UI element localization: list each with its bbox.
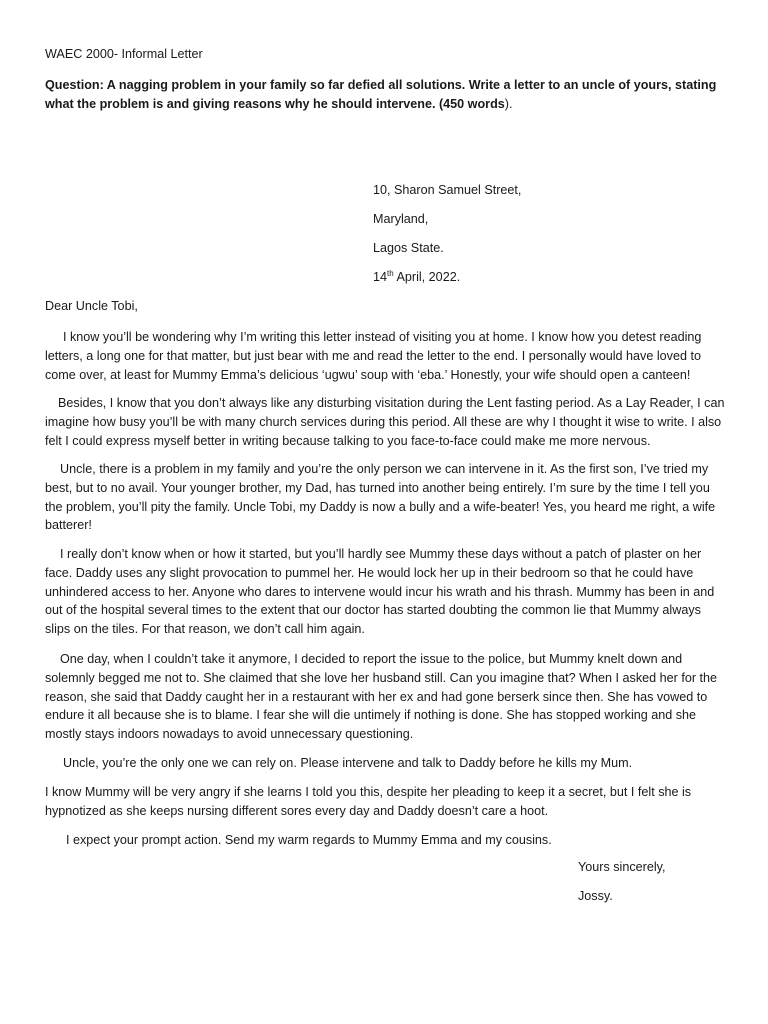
question-body: Question: A nagging problem in your family so far defied all solutions. Write a letter to an uncle of yours, stating what the problem is and giving reasons why he should intervene. (450 words [45, 78, 717, 111]
body-paragraph-3: Uncle, there is a problem in my family and you’re the only person we can intervene in it. As the first son, I’ve tried my best, but to no avail. Your younger brother, my Dad, has turned into another being entirely. I’m sure by the time I tell you the problem, you’ll pity the family. Uncle Tobi, my Daddy is now a bully and a wife-beater! Yes, you heard me right, a wife batterer! [45, 462, 716, 533]
body-paragraph-7: I know Mummy will be very angry if she learns I told you this, despite her pleading to keep it a secret, but I felt she is hypnotized as she keeps nursing different sores every day and Daddy doesn’t care a hoot. [45, 785, 692, 818]
address-line-1: 10, Sharon Samuel Street, [373, 183, 522, 197]
date-suffix: th [387, 268, 394, 278]
body-paragraph-5: One day, when I couldn’t take it anymore, I decided to report the issue to the police, but Mummy knelt down and solemnly begged me not to. She claimed that she love her husband still. Can you imagine that? When I asked her for the reason, she said that Daddy caught her in a restaurant with her ex and had gone berserk since then. She has vowed to endure it all because she is to blame. I fear she will die untimely if nothing is done. She has stopped working and she mostly stays indoors nowadays to avoid unnecessary questioning. [45, 652, 718, 742]
address-line-3: Lagos State. [373, 241, 444, 255]
signature: Jossy. [578, 889, 613, 903]
body-paragraph-6: Uncle, you’re the only one we can rely on. Please intervene and talk to Daddy before he kills my Mum. [63, 756, 633, 770]
body-paragraph-4: I really don’t know when or how it started, but you’ll hardly see Mummy these days without a patch of plaster on her face. Daddy uses any slight provocation to pummel her. He would lock her up in their bedroom so that he could have unhindered access to her. Anyone who dares to intervene would incur his wrath and his thrash. Mummy has been in and out of the hospital several times to the extent that our doctor has started doubting the common lie that Mummy always slips on the tiles. For that reason, we don’t call him again. [45, 547, 715, 637]
date-day: 14 [373, 270, 388, 284]
salutation: Dear Uncle Tobi, [45, 299, 138, 313]
letter-date [373, 270, 460, 284]
address-line-2: Maryland, [373, 212, 429, 226]
body-paragraph-8: I expect your prompt action. Send my warm regards to Mummy Emma and my cousins. [66, 833, 552, 847]
question-text [45, 76, 725, 113]
closing-phrase: Yours sincerely, [578, 860, 666, 874]
body-paragraph-2: Besides, I know that you don’t always like any disturbing visitation during the Lent fasting period. As a Lay Reader, I can imagine how busy you’ll be with many church services during this period. All these are why I thought it wise to write. I also felt I could express myself better in writing because talking to you face-to-face could make me more nervous. [45, 396, 725, 448]
date-rest: April, 2022. [393, 270, 461, 284]
question-tail: ). [504, 96, 513, 111]
document-heading: WAEC 2000- Informal Letter [45, 47, 203, 61]
body-paragraph-1: I know you’ll be wondering why I’m writing this letter instead of visiting you at home. I know how you detest reading letters, a long one for that matter, but just bear with me and read the letter to the end. I personally would have loved to come over, at least for Mummy Emma’s delicious ‘ugwu’ soup with ‘eba.’ Honestly, your wife should open a canteen! [45, 330, 702, 382]
